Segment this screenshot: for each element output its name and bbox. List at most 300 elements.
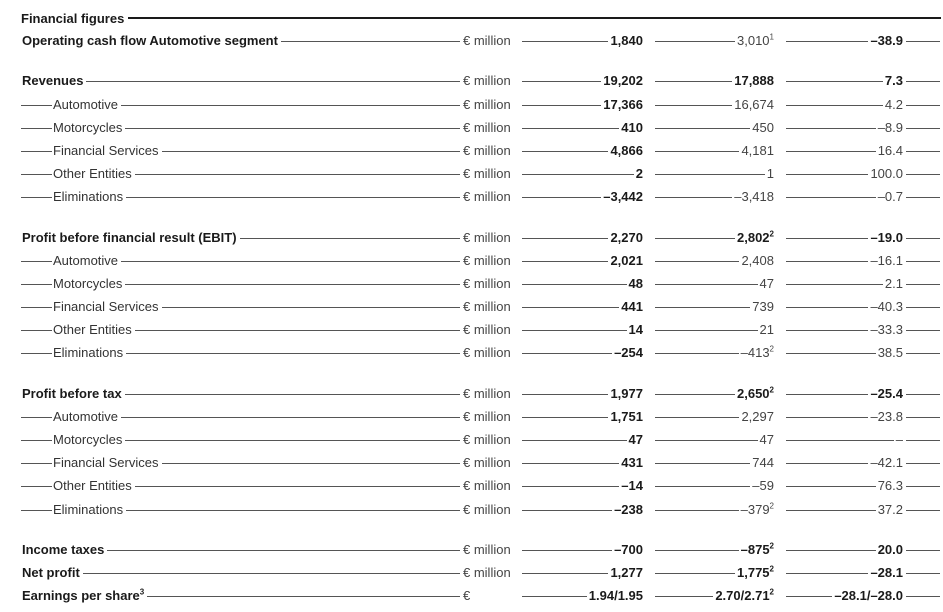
footnote-marker: 2 [769,344,774,354]
row-leader [0,501,460,519]
indent-dash [21,486,51,487]
row-label-text: Automotive [53,97,119,112]
indent-dash [21,261,51,262]
value-current-text [608,565,643,580]
row-label-text: Motorcycles [53,432,123,447]
value-prior-text [739,542,774,557]
row-tail-line [906,128,940,129]
footnote-marker: 2 [769,587,774,597]
row-label-text: Motorcycles [53,120,123,135]
value-current-text [608,386,643,401]
value-change-number: 37.2 [877,502,903,517]
value-prior-number: 47 [759,276,774,291]
row-label-text: Eliminations [53,345,124,360]
table-row [0,408,943,426]
row-leader [0,454,460,472]
value-change-text [876,502,903,517]
value-prior [655,275,774,293]
indent-dash [21,128,51,129]
unit-label: € million [463,409,511,424]
unit-label: € million [463,276,511,291]
value-prior-number: 1,775 [737,565,770,580]
row-leader [0,252,460,270]
row-leader [0,142,460,160]
row-label-text: Eliminations [53,502,124,517]
value-prior-text [750,478,774,493]
indent-dash [21,510,51,511]
table-row [0,477,943,495]
value-change-text [883,97,903,112]
row-leader [0,321,460,339]
value-current-text [612,345,643,360]
value-change [786,501,903,519]
indent-dash [21,417,51,418]
leader-line [21,81,460,82]
value-prior [655,188,774,206]
row-tail-line [906,330,940,331]
unit-label: € million [463,189,511,204]
footnote-marker: 2 [769,229,774,239]
value-change-number: 100.0 [870,166,903,181]
value-current [522,275,643,293]
value-prior-number: 744 [752,455,774,470]
value-change-text [876,120,903,135]
value-prior [655,477,774,495]
value-change-number: –28.1 [870,565,903,580]
value-change [786,408,903,426]
value-prior-number: 739 [752,299,774,314]
value-prior-number: 4,181 [741,143,774,158]
row-label [52,165,135,183]
value-current [522,477,643,495]
value-prior [655,385,774,403]
value-change-text [868,166,903,181]
table-row [0,252,943,270]
row-label [52,119,125,137]
table-row [0,344,943,362]
value-current-text [608,409,643,424]
footnote-marker: 2 [769,564,774,574]
row-label [21,385,125,403]
value-current-text [608,253,643,268]
value-current-number: 1,751 [610,409,643,424]
value-prior [655,564,774,582]
row-tail-line [906,394,940,395]
value-change [786,275,903,293]
value-prior-number: 17,888 [734,73,774,88]
value-prior-text [739,409,774,424]
row-label-text: Profit before tax [22,386,122,401]
value-prior-number: –59 [752,478,774,493]
row-label-text: Income taxes [22,542,105,557]
value-change-text [868,299,903,314]
value-prior-number: 2,297 [741,409,774,424]
value-change-text [868,230,903,245]
value-leader [655,440,774,441]
value-current [522,564,643,582]
unit-label: € million [463,253,511,268]
value-current [522,321,643,339]
value-current-text [612,542,643,557]
value-current-number: –700 [614,542,643,557]
indent-dash [21,174,51,175]
table-row [0,188,943,206]
value-current-number: 47 [628,432,643,447]
row-label [52,477,135,495]
value-prior [655,229,774,247]
unit-label: € million [463,143,511,158]
row-tail-line [906,197,940,198]
value-change-number: 4.2 [884,97,903,112]
row-leader [0,431,460,449]
row-tail-line [906,550,940,551]
value-prior-text [739,502,774,517]
value-current [522,454,643,472]
value-change-number: 20.0 [877,542,903,557]
row-label [21,587,147,605]
value-change [786,142,903,160]
row-label [52,454,162,472]
value-current-text [601,73,643,88]
value-current [522,252,643,270]
value-prior-text [735,386,774,401]
value-prior [655,344,774,362]
value-prior-text [732,97,774,112]
value-current-text [601,189,643,204]
value-current-number: –14 [621,478,643,493]
unit-label: € million [463,230,511,245]
value-current [522,165,643,183]
value-current-text [608,143,643,158]
value-current [522,72,643,90]
value-current-number: 431 [621,455,643,470]
value-current [522,408,643,426]
value-change-text [832,588,903,603]
row-label-text: Automotive [53,253,119,268]
value-prior-number: –875 [740,542,770,557]
row-label-text: Operating cash flow Automotive segment [22,33,278,48]
value-change-number: 16.4 [877,143,903,158]
value-current-text [619,120,643,135]
row-tail-line [906,174,940,175]
footnote-marker: 2 [769,385,774,395]
value-current-text [612,502,643,517]
row-tail-line [906,81,940,82]
value-change [786,165,903,183]
value-current [522,385,643,403]
value-leader [522,330,643,331]
value-change-text [876,189,903,204]
row-label-text: Earnings per share [22,588,140,603]
value-change [786,564,903,582]
value-prior [655,142,774,160]
unit-label: € million [463,542,511,557]
value-current-text [619,299,643,314]
indent-dash [21,151,51,152]
row-tail-line [906,573,940,574]
value-change [786,298,903,316]
value-change-number: –33.3 [870,322,903,337]
value-current-text [634,166,643,181]
table-row [0,119,943,137]
value-current [522,188,643,206]
value-current [522,431,643,449]
value-change-text [868,322,903,337]
row-tail-line [906,417,940,418]
value-current-text [601,97,643,112]
value-change-text [868,33,903,48]
row-tail-line [906,596,940,597]
value-prior-number: –413 [740,345,770,360]
unit-label: € million [463,502,511,517]
value-change-number: –40.3 [870,299,903,314]
indent-dash [21,330,51,331]
value-prior [655,587,774,605]
unit-label: € million [463,33,511,48]
value-change [786,541,903,559]
row-label-text: Motorcycles [53,276,123,291]
value-prior-text [713,588,774,603]
value-change-number: –0.7 [877,189,903,204]
value-current-text [627,322,643,337]
table-title-row [21,10,941,26]
table-row [0,229,943,247]
unit-label: € million [463,432,511,447]
table-row [0,165,943,183]
table-row [0,72,943,90]
value-prior [655,541,774,559]
row-label-text: Other Entities [53,322,132,337]
value-change-number: –25.4 [870,386,903,401]
value-change [786,32,903,50]
value-current-number: 2,021 [610,253,643,268]
value-current-text [619,478,643,493]
row-tail-line [906,463,940,464]
value-prior [655,165,774,183]
row-label [52,501,126,519]
value-leader [786,440,903,441]
value-change-number: –42.1 [870,455,903,470]
value-prior-text [735,230,774,245]
value-change-number: 7.3 [884,73,903,88]
value-leader [655,174,774,175]
footnote-marker: 3 [139,587,145,597]
value-change-text [868,565,903,580]
row-label [52,142,162,160]
unit-label: € million [463,345,511,360]
indent-dash [21,105,51,106]
value-current-text [608,230,643,245]
value-current-number: 410 [621,120,643,135]
row-label [21,541,107,559]
row-leader [0,344,460,362]
row-label-text: Profit before financial result (EBIT) [22,230,237,245]
value-change-number: –38.9 [870,33,903,48]
value-change-text [868,409,903,424]
value-prior-text [758,322,774,337]
value-prior [655,32,774,50]
footnote-marker: 2 [769,501,774,511]
value-change [786,385,903,403]
row-leader [0,385,460,403]
value-change-text [876,345,903,360]
table-row [0,275,943,293]
row-label-text: Financial Services [53,143,159,158]
row-leader [0,408,460,426]
row-label-text: Other Entities [53,478,132,493]
value-prior-text [735,33,774,48]
value-prior-number: 1 [766,166,774,181]
value-prior-number: 3,010 [737,33,770,48]
value-current-number: 1,977 [610,386,643,401]
unit-label: € million [463,478,511,493]
value-leader [655,284,774,285]
row-label-text: Eliminations [53,189,124,204]
value-prior-text [758,276,774,291]
value-change-number: – [895,432,903,447]
value-prior-text [758,432,774,447]
table-row [0,564,943,582]
table-row [0,454,943,472]
value-change [786,321,903,339]
footnote-marker: 1 [769,32,774,42]
value-current [522,298,643,316]
title-rule [21,17,941,19]
value-current-text [619,455,643,470]
value-current-number: –3,442 [603,189,643,204]
value-current-text [587,588,643,603]
value-prior-number: 16,674 [734,97,774,112]
table-row [0,96,943,114]
value-prior-text [739,253,774,268]
row-label-text: Net profit [22,565,80,580]
value-prior [655,119,774,137]
value-leader [522,284,643,285]
value-current-number: 19,202 [603,73,643,88]
value-change-number: –8.9 [877,120,903,135]
row-leader [0,587,460,605]
value-change [786,229,903,247]
value-change-text [868,455,903,470]
value-prior-number: 2,650 [737,386,770,401]
value-change-text [894,432,903,447]
value-current-number: 1,277 [610,565,643,580]
value-prior-number: 21 [759,322,774,337]
indent-dash [21,440,51,441]
value-current-text [608,33,643,48]
value-current-number: –254 [614,345,643,360]
row-label [52,188,126,206]
indent-dash [21,307,51,308]
value-change-number: 2.1 [884,276,903,291]
value-prior-number: 47 [759,432,774,447]
row-tail-line [906,284,940,285]
value-current-number: 2,270 [610,230,643,245]
row-label-text: Automotive [53,409,119,424]
unit-label: € million [463,322,511,337]
row-leader [0,72,460,90]
value-prior-text [750,120,774,135]
value-current-number: 1.94/1.95 [588,588,643,603]
table-row [0,385,943,403]
value-prior [655,454,774,472]
row-label-text: Other Entities [53,166,132,181]
table-row [0,501,943,519]
unit-label: € million [463,120,511,135]
value-prior-text [750,455,774,470]
value-prior [655,501,774,519]
value-change-number: –23.8 [870,409,903,424]
unit-label: € million [463,97,511,112]
value-current-number: 14 [628,322,643,337]
row-tail-line [906,105,940,106]
row-tail-line [906,238,940,239]
row-label [52,275,125,293]
value-prior-text [732,189,774,204]
table-row [0,541,943,559]
row-leader [0,188,460,206]
table-row [0,431,943,449]
row-tail-line [906,353,940,354]
value-change-text [876,143,903,158]
value-change [786,96,903,114]
row-leader [0,298,460,316]
row-label-text: Financial Services [53,299,159,314]
row-label-text: Revenues [22,73,84,88]
row-leader [0,165,460,183]
value-change-text [876,478,903,493]
row-label [21,72,86,90]
value-change [786,72,903,90]
value-prior-text [739,345,774,360]
row-label [21,564,83,582]
table-title: Financial figures [21,11,128,26]
value-current-number: –238 [614,502,643,517]
value-prior-number: 2.70/2.71 [715,588,770,603]
indent-dash [21,463,51,464]
value-prior-number: –3,418 [734,189,774,204]
value-current-text [627,432,643,447]
value-current-number: 17,366 [603,97,643,112]
value-change [786,587,903,605]
value-change-text [883,73,903,88]
value-current-text [627,276,643,291]
value-prior-text [765,166,774,181]
unit-label: € million [463,166,511,181]
value-current [522,96,643,114]
value-change-number: –16.1 [870,253,903,268]
row-label [52,431,125,449]
value-prior-text [732,73,774,88]
value-current [522,119,643,137]
row-label [52,252,121,270]
row-leader [0,541,460,559]
value-prior-text [735,565,774,580]
unit-label: € [463,588,471,603]
value-change [786,431,903,449]
value-current [522,142,643,160]
value-change-number: 38.5 [877,345,903,360]
row-label-text: Financial Services [53,455,159,470]
value-prior-text [750,299,774,314]
row-tail-line [906,440,940,441]
value-current-number: 4,866 [610,143,643,158]
value-change [786,188,903,206]
value-change-number: –28.1/–28.0 [834,588,903,603]
row-leader [0,229,460,247]
value-current [522,344,643,362]
value-current [522,501,643,519]
